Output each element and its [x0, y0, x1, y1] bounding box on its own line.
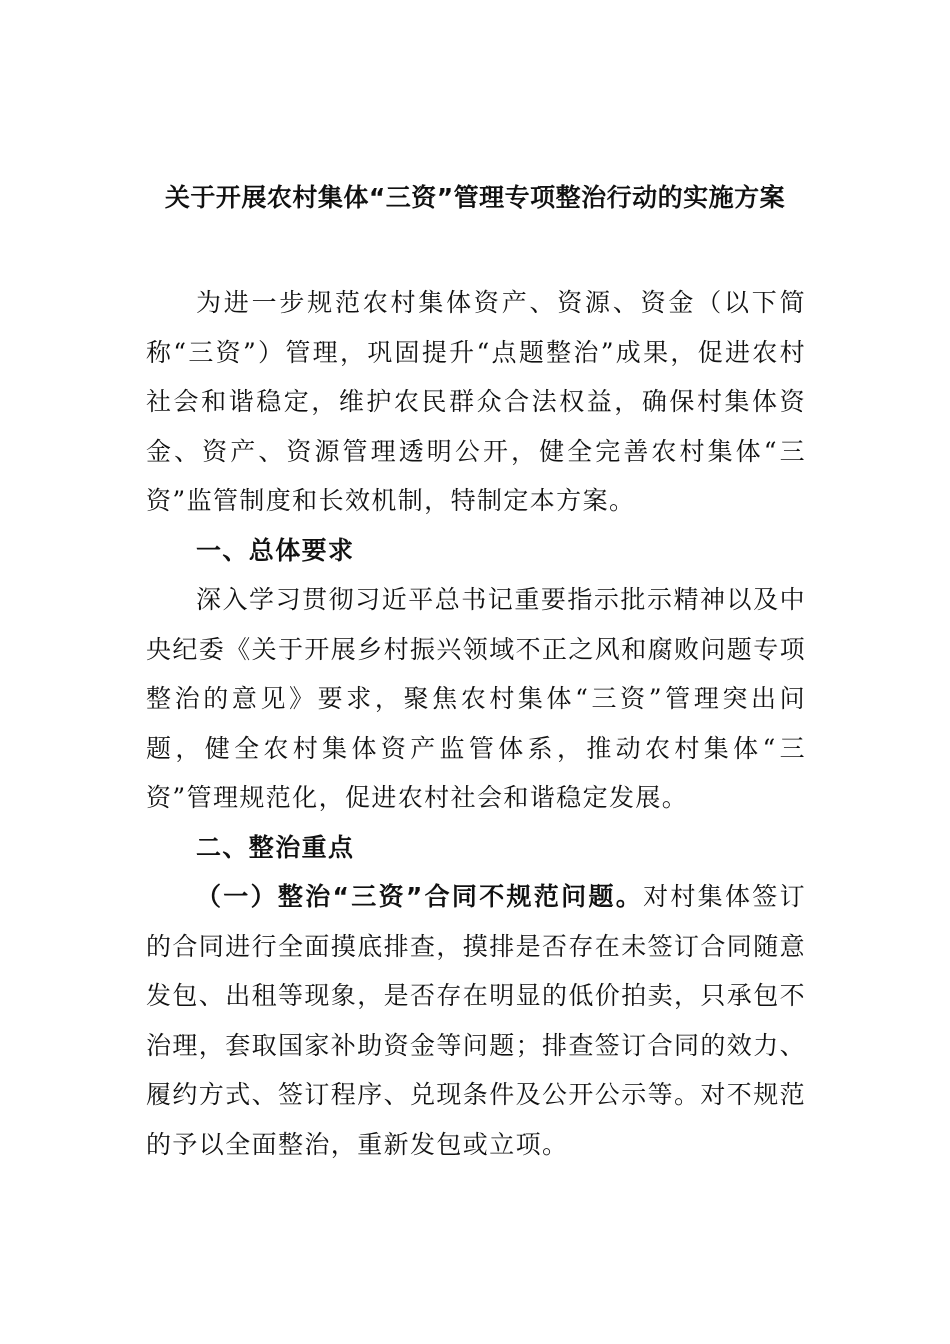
document-body — [146, 278, 806, 1169]
intro-paragraph: 为进一步规范农村集体资产、资源、资金（以下简称“三资”）管理，巩固提升“点题整治”成果，促进农村社会和谐稳定，维护农民群众合法权益，确保村集体资金、资产、资源管理透明公开，健全完善农村集体“三资”监管制度和长效机制，特制定本方案。 — [146, 288, 806, 515]
rectification-item-1-lead: （一）整治“三资”合同不规范问题。 — [196, 882, 644, 911]
section-heading-key-rectification: 二、整治重点 — [196, 832, 355, 862]
section-heading-general-requirements: 一、总体要求 — [196, 535, 355, 565]
rectification-item-1-paragraph — [146, 872, 806, 1169]
document-title: 关于开展农村集体“三资”管理专项整治行动的实施方案 — [164, 183, 786, 212]
general-requirements-paragraph: 深入学习贯彻习近平总书记重要指示批示精神以及中央纪委《关于开展乡村振兴领域不正之风和腐败问题专项整治的意见》要求，聚焦农村集体“三资”管理突出问题，健全农村集体资产监管体系，推动农村集体“三资”管理规范化，促进农村社会和谐稳定发展。 — [146, 585, 807, 812]
rectification-item-1-text: 对村集体签订的合同进行全面摸底排查，摸排是否存在未签订合同随意发包、出租等现象，是否存在明显的低价拍卖，只承包不治理，套取国家补助资金等问题；排查签订合同的效力、履约方式、签订程序、兑现条件及公开公示等。对不规范的予以全面整治，重新发包或立项。 — [146, 882, 807, 1159]
